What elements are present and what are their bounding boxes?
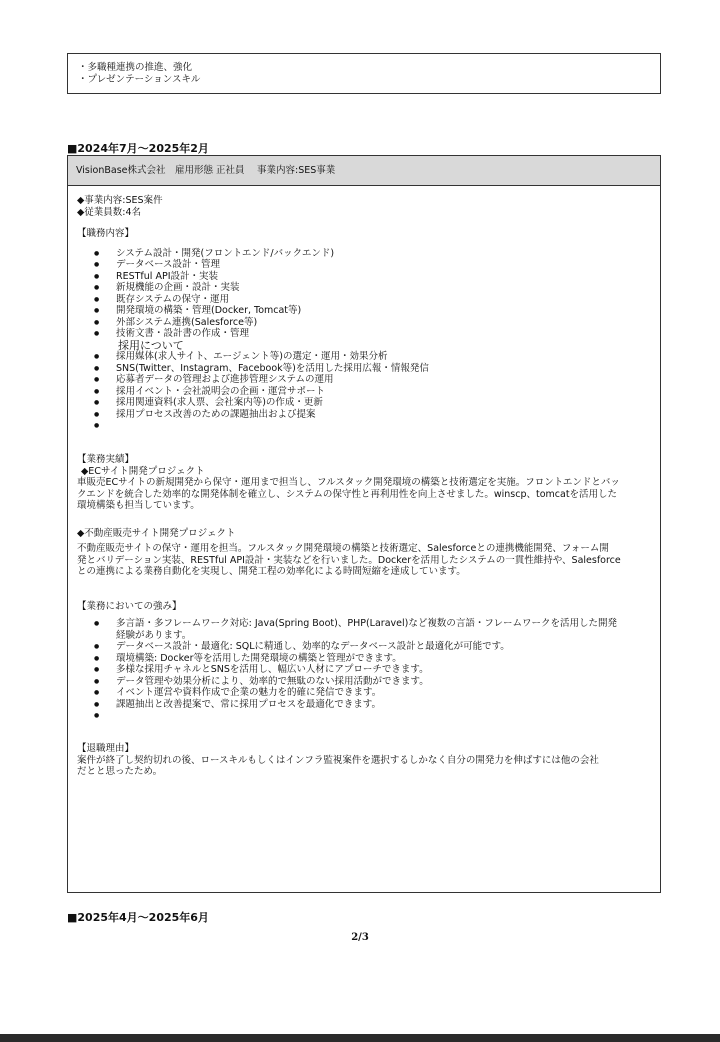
list-item: ● イベント運営や資料作成で企業の魅力を的確に発信できます。 [77,687,651,699]
project-line: 環境構築も担当しています。 [77,500,200,511]
project-line: との連携による業務自動化を実現し、開発工程の効率化による時間短縮を達成しています。 [77,566,466,577]
strength-text-cont: 経験があります。 [116,629,192,641]
project-line: 不動産販売サイトの保守・運用を担当。フルスタック開発環境の構築と技術選定、Salesforceとの連携機能開発、フォーム開 [77,543,609,554]
list-item: ● データベース設計・管理 [77,259,651,271]
resign-line: だとと思ったため。 [77,766,163,777]
list-item: ● 採用媒体(求人サイト、エージェント等)の選定・運用・効果分析 [77,351,651,363]
strength-text: 多言語・多フレームワーク対応: Java(Spring Boot)、PHP(Laravel)など複数の言語・フレームワークを活用した開発 [116,618,617,629]
recruit-list [77,351,651,420]
viewer-bottom-bar [0,1034,720,1042]
list-item: ● 多様な採用チャネルとSNSを活用し、幅広い人材にアプローチできます。 [77,664,651,676]
list-item: ● SNS(Twitter、Instagram、Facebook等)を活用した採用広報・情報発信 [77,363,651,375]
list-item: ● 新規機能の企画・設計・実装 [77,282,651,294]
list-item: ● 開発環境の構築・管理(Docker, Tomcat等) [77,305,651,317]
list-item: ● 採用プロセス改善のための課題抽出および提案 [77,409,651,421]
project-title: ◆ECサイト開発プロジェクト [81,465,205,477]
list-item: ● 採用イベント・会社説明会の企画・運営サポート [77,386,651,398]
skill-line: ・プレゼンテーションスキル [78,74,201,85]
resign-line: 案件が終了し契約切れの後、ロースキルもしくはインフラ監視案件を選択するしかなく自分の開発力を伸ばすには他の会社 [77,754,599,766]
recruit-title: 採用について [118,338,184,352]
duties-list [77,248,651,340]
list-item: ● RESTful API設計・実装 [77,271,651,283]
list-item [77,618,651,641]
page-number: 2/3 [351,932,369,943]
period-heading: ■2025年4月～2025年6月 [67,911,209,924]
summary-line: ◆従業員数:4名 [77,206,142,218]
list-item: ● 既存システムの保守・運用 [77,294,651,306]
strengths-list [77,618,651,710]
project-line: 発とバリデーション実装、RESTful API設計・実装などを行いました。Dockerを活用したシステムの一貫性維持や、Salesforce [77,554,621,566]
list-item: ● 採用関連資料(求人票、会社案内等)の作成・更新 [77,397,651,409]
job-header: VisionBase株式会社 雇用形態 正社員 事業内容:SES事業 [68,156,660,186]
list-item: ● 応募者データの管理および進捗管理システムの運用 [77,374,651,386]
job-entry [67,155,661,893]
summary-line: ◆事業内容:SES案件 [77,195,163,206]
skill-line: ・多職種連携の推進、強化 [78,62,193,73]
strengths-title: 【業務においての強み】 [77,600,182,612]
project-line: クエンドを統合した効率的な開発体制を確立し、システムの保守性と再利用性を向上させました。winscp、tomcatを活用した [77,488,618,500]
project-line: 車販売ECサイトの新規開発から保守・運用まで担当し、フルスタック開発環境の構築と技術選定を実施。フロントエンドとバッ [77,477,620,488]
list-item: ● データベース設計・最適化: SQLに精通し、効率的なデータベース設計と最適化が可能です。 [77,641,651,653]
list-item: ● 課題抽出と改善提案で、常に採用プロセスを最適化できます。 [77,699,651,711]
list-item: ● 技術文書・設計書の作成・管理 [77,328,651,340]
skills-box [67,53,661,94]
list-item: ● 外部システム連携(Salesforce等) [77,317,651,329]
list-item: ● 環境構築: Docker等を活用した開発環境の構築と管理ができます。 [77,653,651,665]
resign-title: 【退職理由】 [77,743,135,754]
period-heading: ■2024年7月～2025年2月 [67,142,209,155]
list-item: ● システム設計・開発(フロントエンド/バックエンド) [77,248,651,260]
achievements-title: 【業務実績】 [77,454,135,465]
list-item: ● データ管理や効果分析により、効率的で無駄のない採用活動ができます。 [77,676,651,688]
job-body [68,186,660,778]
duties-title: 【職務内容】 [77,228,135,239]
project-title: ◆不動産販売サイト開発プロジェクト [77,527,236,539]
